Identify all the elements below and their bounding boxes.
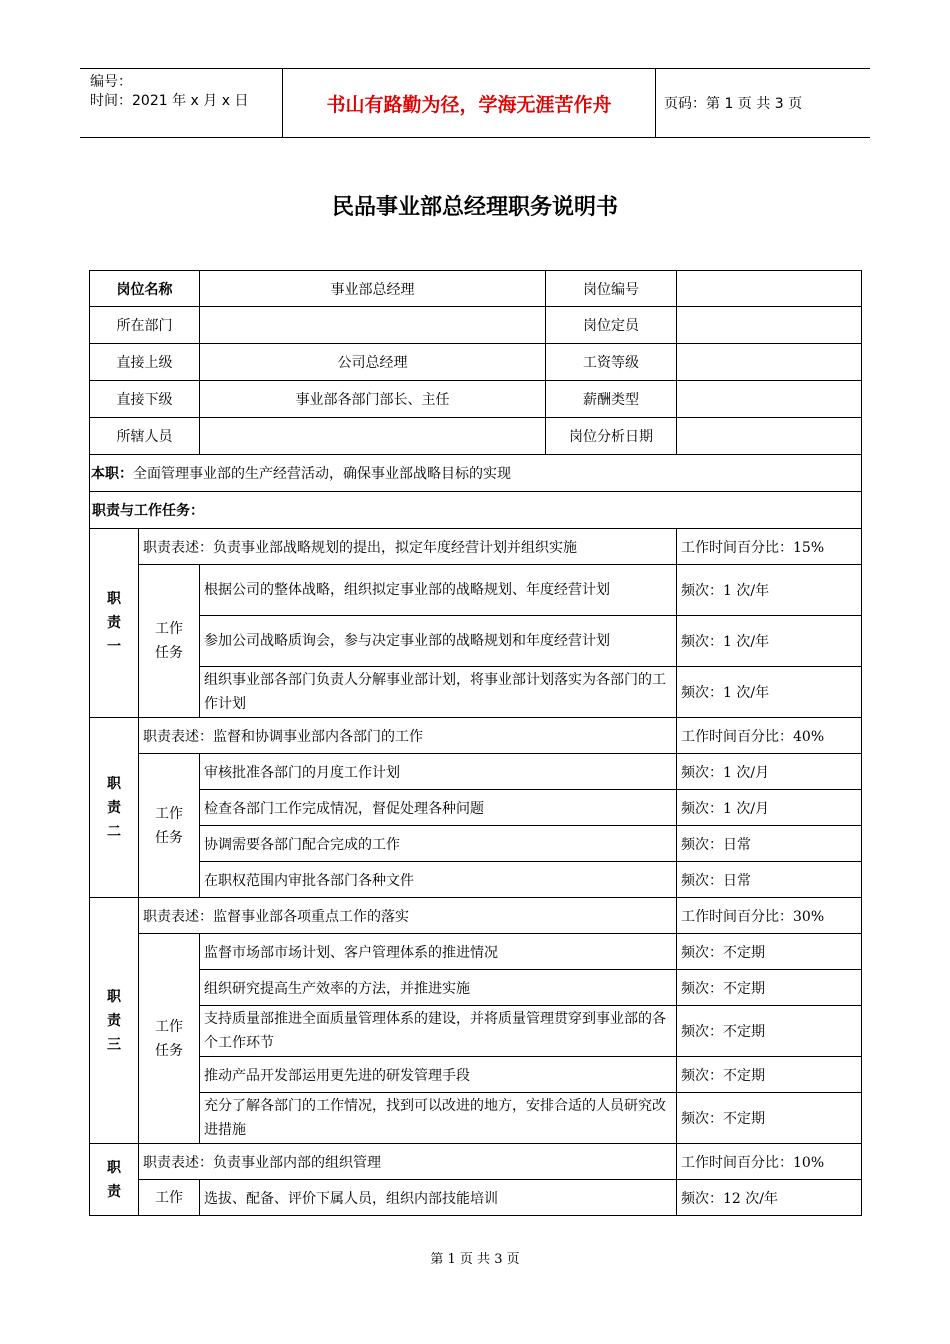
doc-number-label: 编号： xyxy=(90,74,132,90)
duty-name-text: 职责二 xyxy=(107,775,121,840)
task-frequency: 频次：不定期 xyxy=(677,1006,862,1057)
task-frequency: 频次：12 次/年 xyxy=(677,1180,862,1216)
task-label: 工作任务 xyxy=(139,565,200,718)
duty-statement-row xyxy=(90,529,862,565)
task-text: 充分了解各部门的工作情况，找到可以改进的地方，安排合适的人员研究改进措施 xyxy=(200,1093,677,1144)
duty-name xyxy=(90,898,139,1144)
task-row xyxy=(90,616,862,667)
task-frequency: 频次：日常 xyxy=(677,826,862,862)
duty-name xyxy=(90,1144,139,1216)
job-description-table xyxy=(89,270,862,1216)
task-row xyxy=(90,754,862,790)
task-frequency: 频次：不定期 xyxy=(677,970,862,1006)
field-label: 岗位名称 xyxy=(90,271,200,307)
field-value xyxy=(677,381,862,418)
summary-cell xyxy=(90,455,862,492)
basic-info-row xyxy=(90,381,862,418)
duty-statement-row xyxy=(90,1144,862,1180)
basic-info-row xyxy=(90,418,862,455)
task-frequency: 频次：日常 xyxy=(677,862,862,898)
task-text: 监督市场部市场计划、客户管理体系的推进情况 xyxy=(200,934,677,970)
field-value xyxy=(677,307,862,344)
header-page-info: 页码：第 1 页 共 3 页 xyxy=(664,96,803,112)
duty-name-text: 职责 xyxy=(107,1159,121,1200)
summary-label: 本职： xyxy=(91,466,133,482)
basic-info-row xyxy=(90,271,862,307)
field-value xyxy=(200,418,546,455)
duty-statement: 职责表述：负责事业部战略规划的提出，拟定年度经营计划并组织实施 xyxy=(139,529,677,565)
duty-percent: 工作时间百分比：15% xyxy=(677,529,862,565)
page-footer: 第 1 页 共 3 页 xyxy=(430,1252,520,1267)
header-motto: 书山有路勤为径，学海无涯苦作舟 xyxy=(282,69,656,137)
task-text: 协调需要各部门配合完成的工作 xyxy=(200,826,677,862)
field-label: 岗位分析日期 xyxy=(546,418,677,455)
task-label: 工作任务 xyxy=(139,934,200,1144)
duty-statement: 职责表述：负责事业部内部的组织管理 xyxy=(139,1144,677,1180)
task-text: 选拔、配备、评价下属人员，组织内部技能培训 xyxy=(200,1180,677,1216)
task-frequency: 频次：不定期 xyxy=(677,1057,862,1093)
task-text: 推动产品开发部运用更先进的研发管理手段 xyxy=(200,1057,677,1093)
task-frequency: 频次：1 次/年 xyxy=(677,565,862,616)
task-frequency: 频次：1 次/月 xyxy=(677,754,862,790)
task-text: 组织研究提高生产效率的方法，并推进实施 xyxy=(200,970,677,1006)
task-row xyxy=(90,934,862,970)
field-label: 所辖人员 xyxy=(90,418,200,455)
task-text: 根据公司的整体战略，组织拟定事业部的战略规划、年度经营计划 xyxy=(200,565,677,616)
basic-info-row xyxy=(90,307,862,344)
task-row xyxy=(90,1006,862,1057)
duty-statement-row xyxy=(90,898,862,934)
task-frequency: 频次：不定期 xyxy=(677,1093,862,1144)
doc-date: 时间：2021 年 x 月 x 日 xyxy=(90,93,249,109)
field-value: 事业部总经理 xyxy=(200,271,546,307)
task-frequency: 频次：1 次/月 xyxy=(677,790,862,826)
task-text: 支持质量部推进全面质量管理体系的建设，并将质量管理贯穿到事业部的各个工作环节 xyxy=(200,1006,677,1057)
duties-header: 职责与工作任务： xyxy=(90,492,862,529)
task-row xyxy=(90,1093,862,1144)
task-text: 检查各部门工作完成情况，督促处理各种问题 xyxy=(200,790,677,826)
duty-name-text: 职责一 xyxy=(107,591,121,655)
duty-statement-row xyxy=(90,718,862,754)
field-value: 事业部各部门部长、主任 xyxy=(200,381,546,418)
duty-name xyxy=(90,529,139,718)
summary-text: 全面管理事业部的生产经营活动，确保事业部战略目标的实现 xyxy=(133,466,511,482)
summary-row xyxy=(90,455,862,492)
field-value xyxy=(677,418,862,455)
page-header xyxy=(80,68,870,138)
task-row xyxy=(90,1180,862,1216)
field-value xyxy=(677,344,862,381)
task-row xyxy=(90,1057,862,1093)
task-row xyxy=(90,826,862,862)
duty-statement: 职责表述：监督事业部各项重点工作的落实 xyxy=(139,898,677,934)
task-frequency: 频次：1 次/年 xyxy=(677,667,862,718)
duty-percent: 工作时间百分比：40% xyxy=(677,718,862,754)
document-title: 民品事业部总经理职务说明书 xyxy=(331,195,618,220)
field-value xyxy=(200,307,546,344)
task-row xyxy=(90,667,862,718)
task-row xyxy=(90,565,862,616)
duty-percent: 工作时间百分比：30% xyxy=(677,898,862,934)
task-text: 组织事业部各部门负责人分解事业部计划，将事业部计划落实为各部门的工作计划 xyxy=(200,667,677,718)
task-label: 工作任务 xyxy=(139,754,200,898)
duty-name-text: 职责三 xyxy=(107,988,121,1053)
basic-info-row xyxy=(90,344,862,381)
task-label: 工作 xyxy=(139,1180,200,1216)
field-label: 直接下级 xyxy=(90,381,200,418)
duty-name xyxy=(90,718,139,898)
duty-percent: 工作时间百分比：10% xyxy=(677,1144,862,1180)
task-text: 参加公司战略质询会，参与决定事业部的战略规划和年度经营计划 xyxy=(200,616,677,667)
task-text: 在职权范围内审批各部门各种文件 xyxy=(200,862,677,898)
task-row xyxy=(90,862,862,898)
task-row xyxy=(90,970,862,1006)
duty-statement: 职责表述：监督和协调事业部内各部门的工作 xyxy=(139,718,677,754)
field-label: 直接上级 xyxy=(90,344,200,381)
header-meta xyxy=(90,73,248,111)
field-label: 所在部门 xyxy=(90,307,200,344)
field-label: 岗位编号 xyxy=(546,271,677,307)
field-label: 薪酬类型 xyxy=(546,381,677,418)
task-text: 审核批准各部门的月度工作计划 xyxy=(200,754,677,790)
field-label: 岗位定员 xyxy=(546,307,677,344)
field-value xyxy=(677,271,862,307)
duties-header-row xyxy=(90,492,862,529)
field-label: 工资等级 xyxy=(546,344,677,381)
task-frequency: 频次：1 次/年 xyxy=(677,616,862,667)
field-value: 公司总经理 xyxy=(200,344,546,381)
task-row xyxy=(90,790,862,826)
task-frequency: 频次：不定期 xyxy=(677,934,862,970)
